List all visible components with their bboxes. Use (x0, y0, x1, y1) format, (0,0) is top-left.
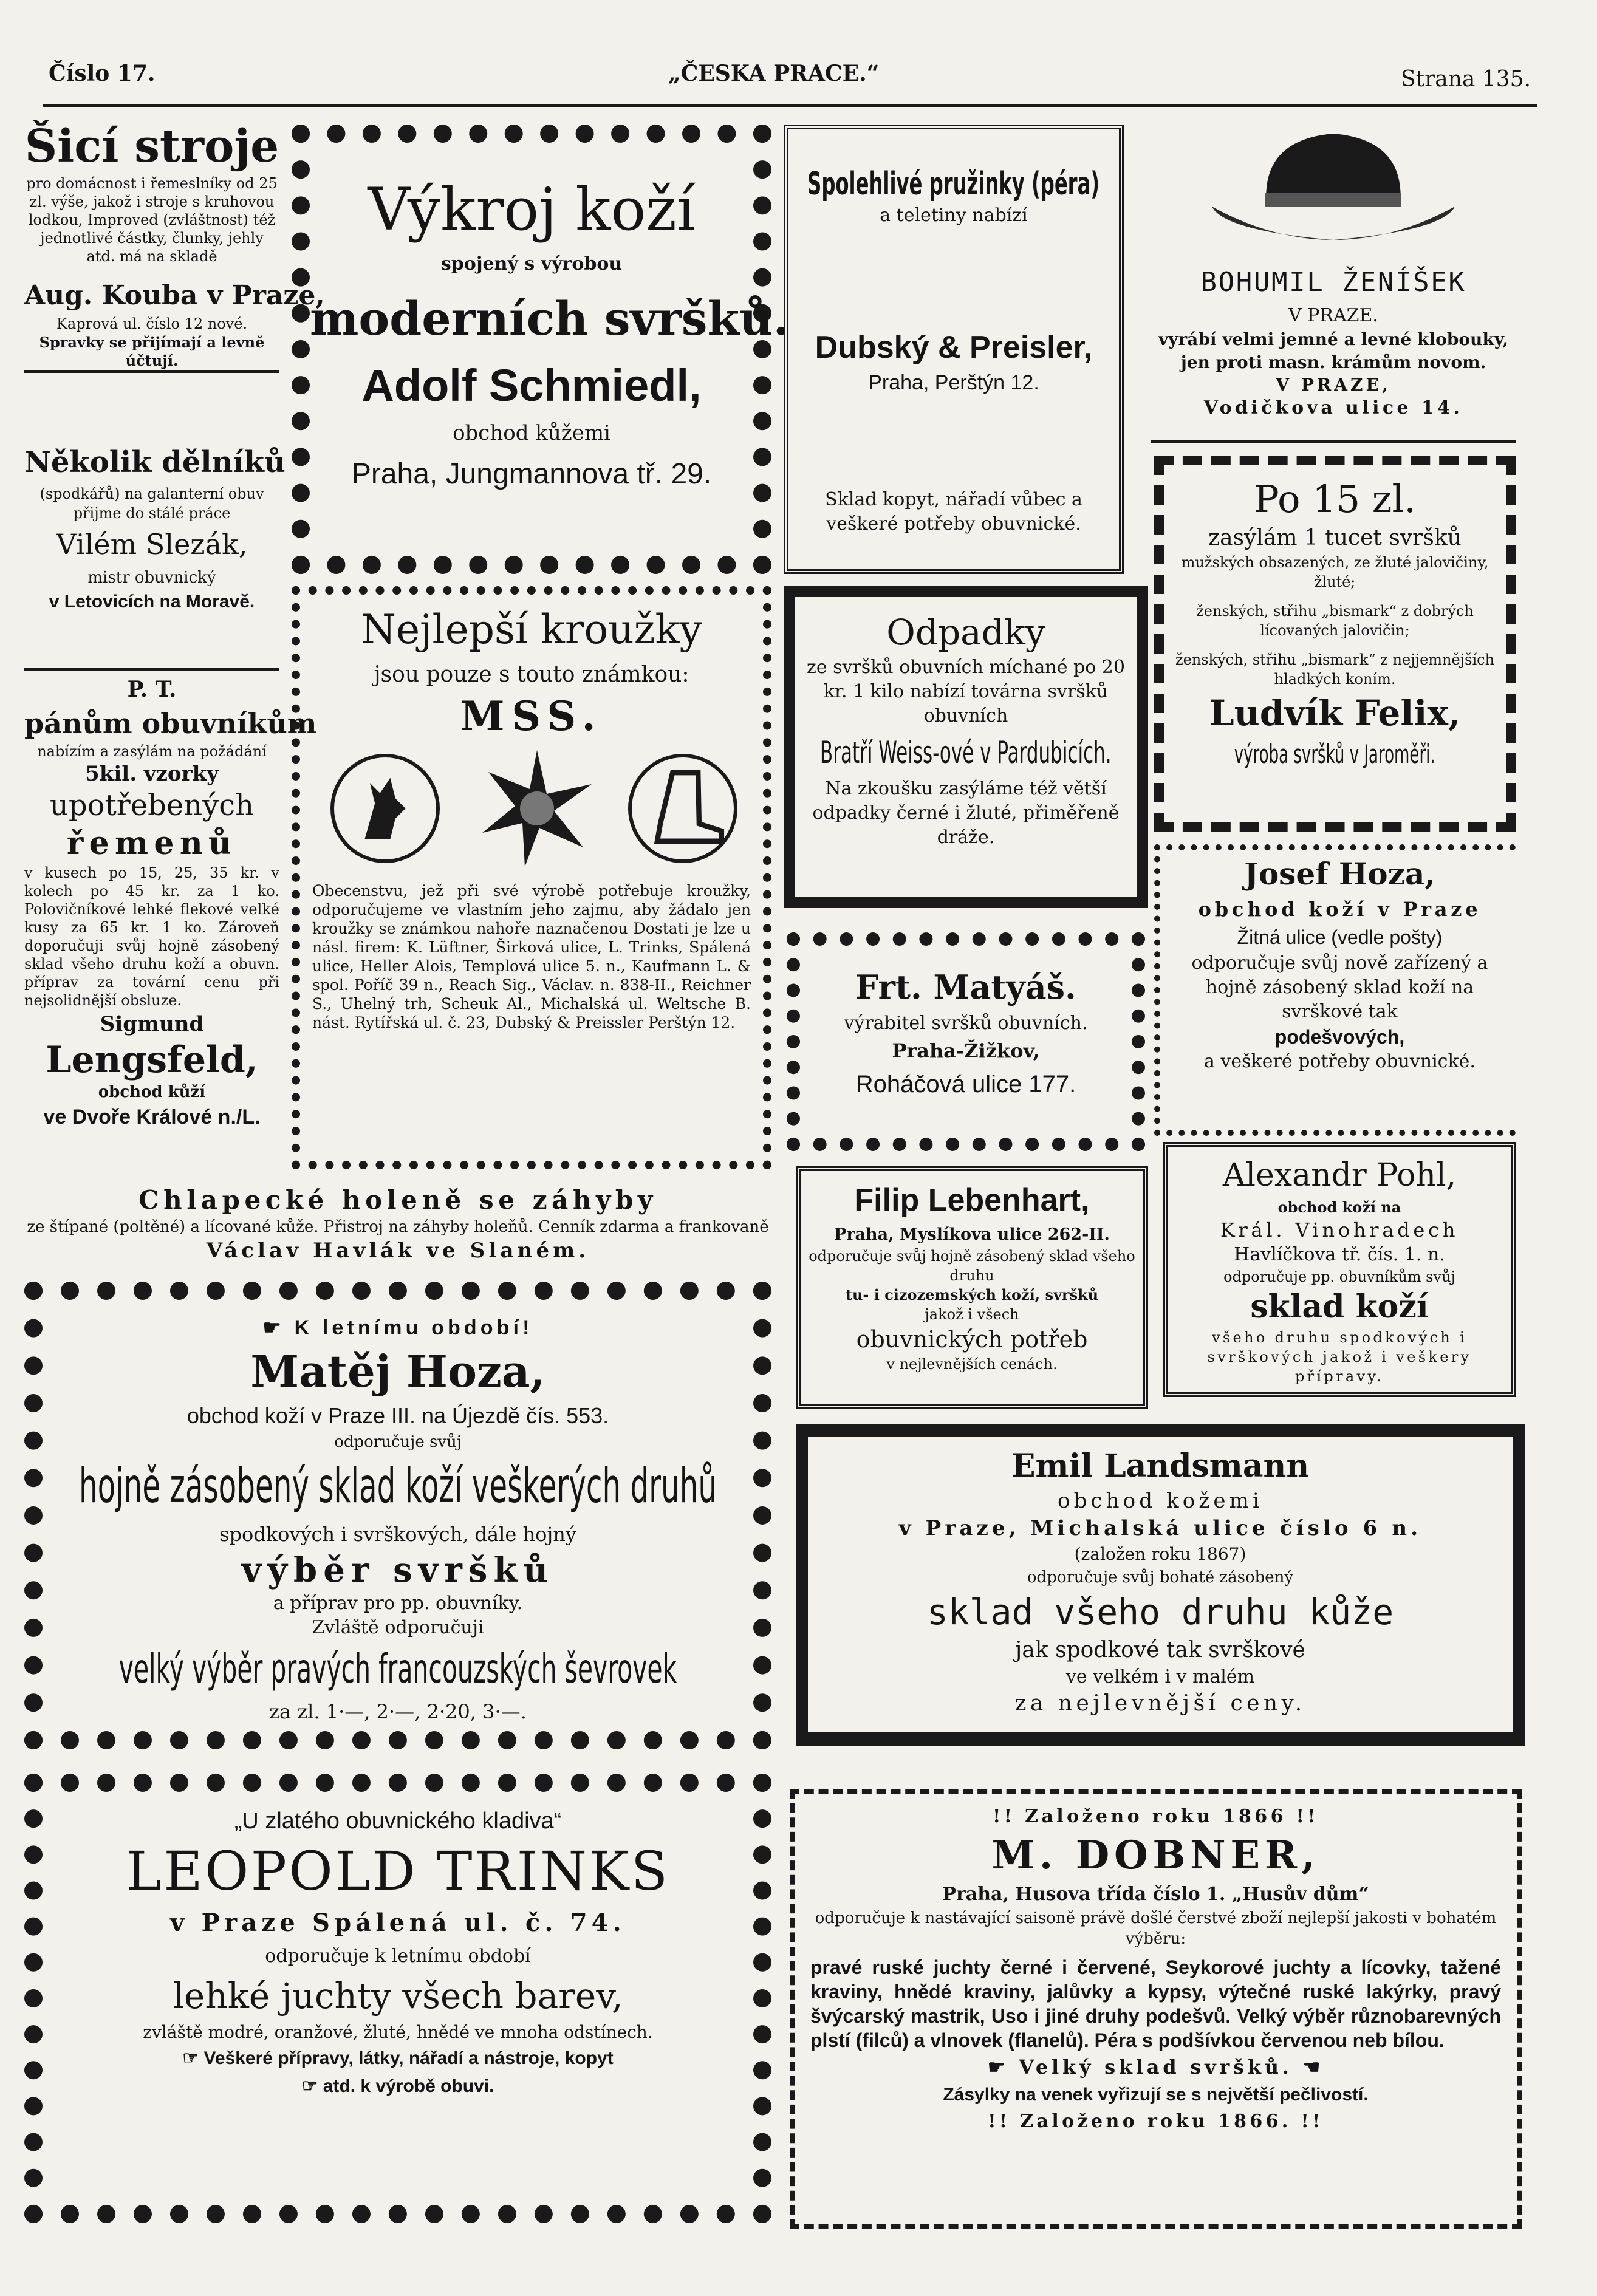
shop-type: obchod kůží (98, 1083, 206, 1101)
owner-last: Lengsfeld, (46, 1039, 258, 1081)
shop-type: obchod kůžemi (453, 421, 610, 445)
shop-address: Havlíčkova tř. čís. 1. n. (1234, 1244, 1445, 1265)
greeting: P. T. (127, 677, 177, 702)
maker-city: Praha-Žižkov, (892, 1039, 1040, 1062)
firm-name: Václav Havlák ve Slaném. (206, 1239, 590, 1263)
firm-address: Praha, Perštýn 12. (868, 371, 1039, 394)
especially: Zvláště odporučuji (312, 1617, 484, 1638)
established-top: !! Založeno roku 1866 !! (993, 1806, 1319, 1827)
pointing-hand-icon: ☛ (262, 1316, 295, 1339)
ad-dubsky-preisler (784, 125, 1124, 574)
ad-subtitle: zasýlám 1 tucet svršků (1208, 525, 1462, 550)
ad-weiss (784, 586, 1148, 908)
price-list: v kusech po 15, 25, 35 kr. v kolech po 45 kr. za 1 ko. Polovičníkové lehké flekové velké kusy za 65 kr. 1 ko. Zároveň doporučuji svůj hojně zásobený sklad všeho druhu koží a obuvn. příprav za tovární cenu při nejsolidnější obsluze. (24, 864, 279, 1009)
trademark: MSS. (460, 692, 603, 740)
recommends: odporučuje svůj (334, 1433, 462, 1451)
choice-headline: výběr svršků (241, 1550, 555, 1590)
ad-body: ze štípané (poltěné) a lícované kůže. Přistroj na záhyby holeňů. Cenník zdarma a frankovaně (27, 1218, 769, 1236)
ad-landsmann (796, 1424, 1525, 1746)
ad-matyas (787, 932, 1145, 1151)
preparations: a příprav pro pp. obuvníky. (273, 1593, 523, 1614)
store-body: všeho druhu spodkových i svrškových jakož i veškery přípravy. (1207, 1329, 1472, 1385)
store-headline: sklad koží (1250, 1288, 1429, 1325)
ad-title: Spolehlivé pružinky (péra) (807, 166, 1100, 202)
recommends: odporučuje pp. obuvníkům svůj (1223, 1268, 1455, 1285)
ad-trinks (24, 1774, 771, 2223)
ad-felix (1154, 456, 1516, 832)
goods-headline: obuvnických potřeb (856, 1326, 1088, 1353)
maker-name: Frt. Matyáš. (855, 968, 1076, 1006)
ad-body: vyrábí velmi jemné a levné klobouky, jen proti masn. krámům novom. (1158, 329, 1509, 372)
tools-line (61, 2072, 735, 2100)
pointing-hand-icon: ☞ (301, 2076, 323, 2096)
ad-zenisek (1151, 115, 1516, 443)
maker-role: výrabitel svršků obuvních. (844, 1013, 1088, 1034)
trial-note: Na zkoušku zasýláme též větší odpadky černé i žluté, přiměřeně dráže. (812, 778, 1120, 848)
price-list: za zl. 1·—, 2·—, 2·20, 3·—. (269, 1700, 527, 1723)
repairs-note: Spravky se přijímají a levně účtují. (24, 333, 279, 373)
pointing-hand-icon: ☞ (182, 2048, 204, 2068)
employer-place: v Letovicích na Moravě. (49, 592, 255, 612)
recommends: odporučuje svůj hojně zásobený sklad všeho druhu (809, 1248, 1135, 1284)
pointing-hand-left-icon: ☚ (1292, 2055, 1324, 2079)
womens-uppers-1: ženských, střihu „bismark“ z dobrých lícovaných jalovičin; (1196, 603, 1474, 639)
color-list: zvláště modré, oranžové, žluté, hnědé ve mnoha odstínech. (143, 2022, 653, 2042)
also-label: jakož i všech (925, 1306, 1019, 1323)
recommends: odporučuje k letnímu období (265, 1946, 531, 1967)
merchant-name: Josef Hoza, (1244, 856, 1435, 892)
shop-address: Praha, Jungmannova tř. 29. (351, 458, 712, 490)
boot-emblem (628, 754, 737, 863)
supplies: a veškeré potřeby obuvnické. (1204, 1051, 1476, 1072)
ad-product: moderních svršků. (310, 292, 789, 346)
ad-dobner (790, 1789, 1522, 2229)
ad-title: Po 15 zl. (1253, 477, 1417, 521)
ad-body: pro domácnost i řemeslníky od 25 zl. výše, jakož i stroje s kruhovou lodkou, Improved (zvláštnost) též jednotlivé částky, člunky, jehly atd. má na skladě (26, 175, 278, 265)
merchant-name: Filip Lebenhart, (854, 1183, 1090, 1218)
ad-title: Šicí stroje (24, 120, 279, 173)
shop-city: ve Dvoře Králové n./L. (43, 1105, 261, 1129)
mens-uppers: mužských obsazených, ze žluté jalovičiny, žluté; (1181, 554, 1489, 590)
price-note: v nejlevnějších cenách. (886, 1356, 1058, 1373)
shop-address: Praha, Husova třída číslo 1. „Husův dům“ (942, 1884, 1369, 1905)
firm-address: Kaprová ul. číslo 12 nové. (56, 315, 248, 332)
merchant-name: Emil Landsmann (1011, 1447, 1310, 1485)
stock-headline: sklad všeho druhu kůže (926, 1591, 1394, 1633)
leather-kinds: tu- i cizozemských koží, svršků (845, 1286, 1099, 1303)
chamois-emblem (330, 754, 440, 863)
stock-headline: hojně zásobený sklad koží veškerých druhů (79, 1459, 717, 1514)
supplies-line (61, 2045, 735, 2072)
ad-havlak (24, 1184, 771, 1276)
scale: ve velkém i v malém (1065, 1666, 1255, 1687)
shop-sign: „U zlatého obuvnického kladiva“ (234, 1808, 562, 1834)
ad-body: ze svršků obuvních míchané po 20 kr. 1 kilo nabízí továrna svršků obuvních (807, 657, 1125, 726)
address-line-2: Vodičkova ulice 14. (1203, 397, 1463, 419)
stock-kinds: spodkových i svrškových, dále hojný (219, 1523, 576, 1546)
newspaper-title: „ČESKA PRACE.“ (668, 61, 880, 86)
shop-type: obchod koží na (1277, 1198, 1401, 1216)
shop-type: obchod kožemi (1058, 1489, 1263, 1513)
ad-subtitle: jsou pouze s touto známkou: (374, 662, 689, 687)
tools-text: atd. k výrobě obuvi. (323, 2076, 494, 2096)
store-note: Sklad kopyt, nářadí vůbec a veškeré potřeby obuvnické. (825, 489, 1082, 535)
product-list: pravé ruské juchty černé i červené, Seykorové juchty a lícovky, tažené kraviny, hnědé kraviny, jalůvky a kypsy, výtečné ruské lakýrky, pravý švýcarský mastrik, Uso i jiné druhy podešvů. Velký výběr různobarevných plstí (filců) a vlnovek (flanelů). Péra s podšívkou červenou neb bílou. (810, 1956, 1501, 2051)
french-leather: velký výběr pravých francouzských ševrovek (118, 1645, 677, 1692)
shop-address: v Praze, Michalská ulice číslo 6 n. (898, 1516, 1422, 1540)
firm-name: Aug. Kouba v Praze, (24, 280, 325, 311)
established: (založen roku 1867) (1074, 1544, 1246, 1564)
ad-title: Nejlepší kroužky (361, 606, 702, 653)
established-bottom: !! Založeno roku 1866. !! (988, 2111, 1324, 2132)
ad-lengsfeld (24, 674, 317, 1178)
price-note: za nejlevnější ceny. (1014, 1691, 1306, 1716)
address-line-1: V PRAZE, (1276, 375, 1391, 395)
ad-title: Odpadky (886, 612, 1045, 653)
womens-uppers-2: ženských, střihu „bismark“ z nejjemnějších hladkých koním. (1175, 651, 1495, 688)
supplies-text: Veškeré přípravy, látky, nářadí a nástroje, kopyt (203, 2048, 614, 2068)
shop-address: v Praze Spálená ul. č. 74. (170, 1908, 626, 1937)
merchant-name: Alexandr Pohl, (1222, 1157, 1457, 1194)
shop-address: Praha, Myslíkova ulice 262-II. (834, 1225, 1110, 1244)
warehouse-text: Velký sklad svršků. (1019, 2055, 1293, 2079)
offer-text: nabízím a zasýlám na požádání (37, 743, 267, 760)
employer-role: mistr obuvnický (87, 569, 216, 587)
merchant-name: M. DOBNER, (991, 1833, 1320, 1878)
intro: odporučuje k nastávající saisoně právě došlé čerstvé zboží nejlepší jakosti v bohatém výběru: (815, 1909, 1497, 1948)
ad-subtitle: spojený s výrobou (440, 253, 623, 275)
ad-slezak (24, 440, 286, 671)
used-label: upotřebených (49, 788, 255, 822)
page-header (49, 61, 1531, 103)
orders-note: Zásylky na venek vyřizují se s největší pečlivostí. (943, 2085, 1369, 2105)
issue-number: Číslo 17. (49, 61, 156, 86)
firm-name: Dubský & Preisler, (815, 330, 1093, 365)
addressee: pánům obuvníkům (24, 707, 317, 740)
owner-city: V PRAZE. (1288, 305, 1378, 326)
ad-title: Několik dělníků (24, 445, 286, 479)
straps-label: řemenů (66, 825, 238, 862)
page-number: Strana 135. (1400, 67, 1531, 92)
recommends: odporučuje svůj bohaté zásobený (1027, 1568, 1294, 1587)
sole-leather: podešvových, (1274, 1026, 1405, 1048)
firm-name: Bratří Weiss-ové v Pardubicích. (820, 735, 1112, 770)
star-emblem (476, 748, 598, 869)
season-label (61, 1313, 735, 1342)
employer-name: Vilém Slezák, (56, 528, 248, 561)
ad-title: Výkroj koží (368, 176, 696, 244)
shop-type: obchod koží v Praze (1198, 898, 1482, 921)
ad-matej-hoza (24, 1282, 771, 1749)
leather-kinds: jak spodkové tak svrškové (1015, 1638, 1305, 1662)
ad-josef-hoza (1154, 844, 1516, 1136)
ad-pohl (1163, 1142, 1516, 1397)
owner-first: Sigmund (100, 1012, 204, 1036)
ad-subtitle: a teletiny nabízí (880, 205, 1028, 226)
ad-body: odporučuje svůj nově zařízený a hojně zásobený sklad koží na svrškové tak (1191, 952, 1488, 1022)
shop-street: Žitná ulice (vedle pošty) (1237, 926, 1443, 948)
maker-address: Roháčová ulice 177. (855, 1071, 1076, 1098)
maker-name: Ludvík Felix, (1209, 692, 1461, 734)
ad-title: Chlapecké holeně se záhyby (138, 1185, 657, 1215)
merchant-name: Matěj Hoza, (250, 1345, 545, 1397)
season-text: K letnímu období! (294, 1316, 533, 1339)
hat-illustration (1200, 115, 1467, 261)
shop-area: Král. Vinohradech (1220, 1218, 1459, 1242)
ad-lebenhart (796, 1166, 1148, 1409)
ad-sewing-machines (24, 118, 325, 434)
ad-rings-mss (292, 586, 771, 1169)
header-rule (43, 104, 1537, 107)
shop-address: obchod koží v Praze III. na Újezdě čís. 553. (186, 1403, 609, 1428)
light-leather: lehké juchty všech barev, (173, 1975, 623, 2017)
samples: 5kil. vzorky (85, 762, 219, 786)
warehouse-line (810, 2052, 1501, 2082)
owner-name: Adolf Schmiedl, (361, 360, 702, 411)
trademark-emblems (312, 748, 751, 881)
ad-body: (spodkářů) na galanterní obuv přijme do stálé práce (39, 485, 264, 522)
ad-body: Obecenstvu, jež při své výrobě potřebuje kroužky, odporučujeme ve vlastním jeho zajmu, aby žádalo jen kroužky se známkou nahoře naznačenou Dostati je lze u násl. firem: K. Lüftner, Širková ulice, L. Trinks, Spálená ulice, Heller Alois, Templová ulice 5. n., Kaufmann L. & spol. Poříč 39 n., Reach Sig., Václav. n. 838-II., Reichner S., Uhelný trh, Scheuk Al., Michalská ul. Weltsche B. nást. Rytířská ul. č. 23, Dubský & Preissler Perštýn 12. (312, 882, 751, 1031)
pointing-hand-icon: ☛ (987, 2055, 1019, 2079)
owner-name: BOHUMIL ŽENÍŠEK (1200, 267, 1466, 298)
merchant-name: LEOPOLD TRINKS (126, 1840, 670, 1902)
ad-schmiedl (292, 125, 789, 574)
maker-place: výroba svršků v Jaroměři. (1234, 739, 1435, 769)
